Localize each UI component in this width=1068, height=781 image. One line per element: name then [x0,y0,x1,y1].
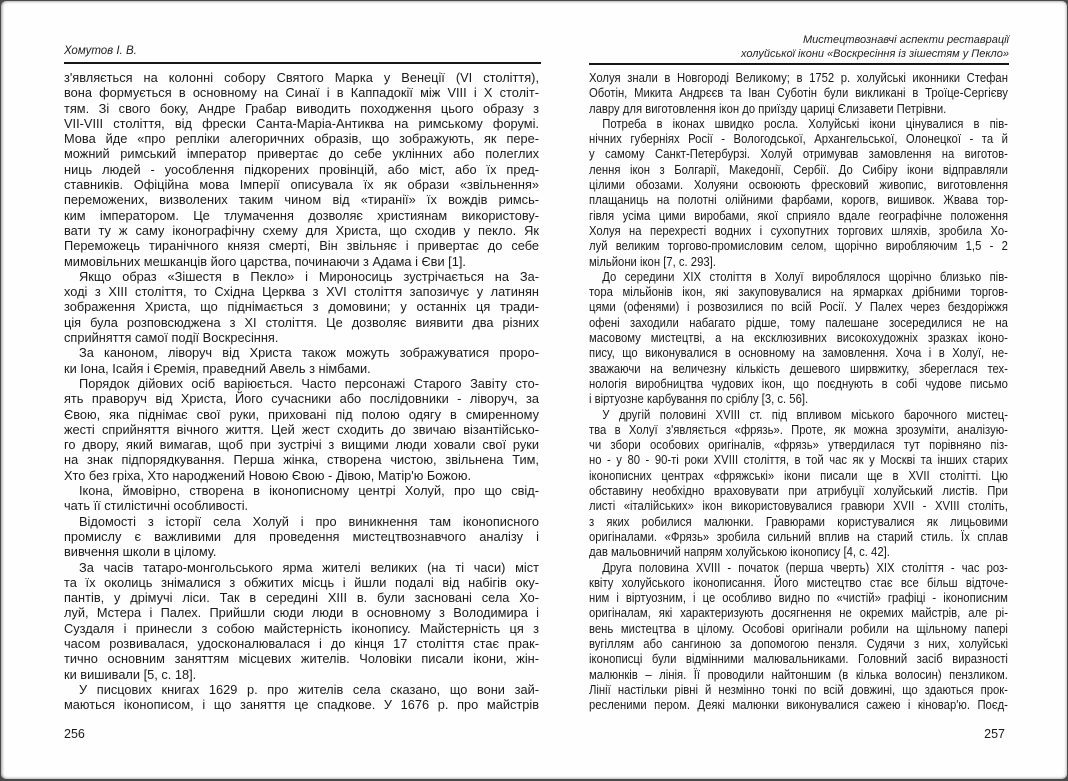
right-running-header-title [589,34,1009,61]
text-line: За часів татаро-монгольського ярма жителі великих (на ті часи) міст [79,559,539,575]
text-line: Лінії настільки рівні й незмінно тонкі по всій довжині, що здаються прок- [589,681,1008,697]
text-line: тично основним заняттям місцевих жителів. Чоловіки писали ікони, жін- [64,651,539,667]
text-line: з яких робилися малюнки. Гравюрами користувалися як лицьовими [589,513,1008,529]
text-line: но - у 80 - 90-ті роки XVIII століття, в той час як у Москві та інших старих [589,452,1008,468]
paragraph [64,483,539,514]
text-line: вень мистецтва в цілому. Особові оригінали робили на щільному папері [589,620,1008,636]
text-line: сприйняття самої події Воскресіння. [64,330,279,346]
text-line: у самому Санкт-Петербурзі. Холуй отримував замовлення на виготов- [589,146,1008,162]
paragraph [64,376,539,483]
text-line: Переможець тиранічного князя смерті, Він звільняє і привертає до себе [64,238,539,254]
text-line: ресленими пером. Деякі малюнки виконувалися сажею і кіновар'ю. Поєд- [589,697,1008,713]
text-line: лення ікон з Болгарії, Македонії, Сербії. До Сибіру ікони відправляли [589,161,1008,177]
text-line: листі «італійських» ікон використовувалися гравюри XVII - XVIII століть, [589,498,1008,514]
text-line: ним і віртуозним, і це особливо видно по «чистій» графіці - іконописним [589,590,1008,606]
text-line: Холуя на перехресті водних і сухопутних торгових шляхів, зробила Хо- [589,222,1008,238]
text-line: Суздаля і принесли з собою майстерність іконопису. Майстерність ця з [64,620,539,636]
right-page-number: 257 [984,727,1005,741]
text-line: вона формується в основному на Синаї і в Каппадокії між VIII і X століт- [64,85,539,101]
text-line: луй великим торгово-промисловим селом, щорічно виробляючим 1,5 - 2 [589,238,1008,254]
page-spread-background [1,1,1067,779]
paragraph [589,407,1008,560]
right-running-header-line2: холуйської ікони «Воскресіння із зішестям у Пекло» [741,47,1009,60]
paragraph [589,560,1008,713]
text-line: малюнків – лінія. Її проводили найтоншим (в кілька волосин) пензликом. [589,666,1008,682]
text-line: зважаючи на величезну кількість дешевого ширвжитку, збереглася тех- [589,360,1008,376]
paragraph [64,682,539,713]
text-line: гівля усіма цими виробами, якої сприяло вдале географічне положення [589,207,1008,223]
text-line: ким імператором. Це тлумачення дозволяє християнам використову- [64,207,539,223]
text-line: VII-VIII століття, від фрески Санта-Маріа-Антиква на римському форумі. [64,115,539,131]
text-line: Холуя знали в Новгороді Великому; в 1752 р. холуйські иконники Стефан [589,70,1008,85]
text-line: Хто без гріха, Хто народжений Новою Євою - Дівою, Матір'ю Божою. [64,467,472,483]
text-line: мимовільних мешканців його царства, починаючи з Адама і Єви [1]. [64,253,466,269]
text-line: ставників. Офіційна мова Імперії описувала їх як образи «звільнення» [64,177,539,193]
right-running-header-line1: Мистецтвознавчі аспекти реставрації [803,34,1009,46]
text-line: жесті сприйняття вічного життя. Цей жест сходить до звичаю візантійсько- [64,421,539,437]
text-line: з'являється на колонні собору Святого Марка у Венеції (VI століття), [64,70,539,85]
text-line: зображення Христа, що піднімається з домовини; у останніх ця тради- [64,299,539,315]
text-line: квіту холуйського іконописання. Його мистецтво стає все більш відточе- [589,574,1008,590]
paragraph [64,269,539,345]
text-line: До середини XIX століття в Холуї вироблялося щорічно близько пів- [602,268,1008,284]
text-line: часом розвивалася, удосконалювалася і до кінця 17 століття стає прак- [64,635,539,651]
text-line: іконописних центрах «фряжські» ікони писали ще в XVII столітті. Цю [589,467,1008,483]
text-line: і віртуозне карбування по сріблу [3, с. 56]. [589,391,809,407]
text-line: У писцових книгах 1629 р. про жителів села сказано, що вони зай- [79,681,539,697]
text-line: Ікона, ймовірно, створена в іконописному центрі Холуй, про що свід- [79,483,539,499]
left-running-header-author: Хомутов І. В. [64,45,137,57]
left-header-rule [64,62,541,64]
text-line: Друга половина XVIII - початок (перша чверть) XIX століття - час роз- [602,559,1008,575]
text-line: Мова йде «про репліки алегоричних образів, що зображують, як пере- [64,131,539,147]
text-line: пантів, у дрімучі ліси. Так в середині XIII в. були засновані села Хо- [64,590,539,606]
text-line: пису, що виконувалися в основному на замовлення. Хоча і в Холуї, не- [589,345,1008,361]
text-line: масовому мистецтві, а на ексклюзивних високохудожніх зразках іконо- [589,330,1008,346]
text-line: Якщо образ «Зішестя в Пекло» і Мироносиць зустрічається на За- [79,268,539,284]
paragraph [64,514,539,560]
text-line: ході з XIII століття, то Східна Церква з XVI століття запозичує у латинян [64,284,539,300]
text-line: оригіналам, які характеризують досягнення не окремих майстрів, але рі- [589,605,1008,621]
paragraph [589,70,1008,116]
text-line: переможених, визволених таким чином від «тиранії» їх вождів римсь- [64,192,539,208]
text-line: вивчення школи в цілому. [64,544,217,560]
text-line: тва в Холуї з'являється «фрязь». Проте, як можна зрозуміти, аналізую- [589,421,1008,437]
text-line: дав мальовничий напрям холуйською іконопису [4, с. 42]. [589,544,890,560]
text-line: нологія виробництва чудових ікон, що поєднують в собі чудове письмо [589,375,1008,391]
text-line: ниць людей - уособлення підкорених провінцій, або міст, або їх пред- [64,161,539,177]
paragraph [589,269,1008,407]
text-line: Потреба в іконах швидко росла. Холуйські ікони цінувалися в пів- [602,115,1008,131]
paragraph [64,560,539,682]
text-line: та їх околиць знімалися з обжитих місць і йшли подалі від набігів оку- [64,574,539,590]
text-line: цями (офенями) і розвозилися по всій Росії. У Палех через бездоріжжя [589,299,1008,315]
paragraph [589,116,1008,269]
text-line: тям. Зі свого боку, Андре Грабар виводить походження цього образу з [64,100,539,116]
text-line: Євою, яка піднімає свої руки, приховані під полою одягу в смиренному [64,406,539,422]
text-line: лавру для виготовлення ікон до приїзду цариці Єлизавети Петрівни. [589,100,947,116]
text-line: плащаниць на полотні олійними фарбами, корогв, вишивок. Жвава тор- [589,192,1008,208]
text-line: чать її стилістичні особливості. [64,498,249,514]
text-line: тора мільйонів ікон, які закуповувалися на ярмарках дрібними торгов- [589,284,1008,300]
text-line: чи збори особових оригіналів, «фрязь» утвердилася тут порівняно піз- [589,437,1008,453]
text-line: нічних губерніях Росії - Вологодської, Архангельської, Олонецкої - та й [589,131,1008,147]
text-line: го двору, який вимагав, щоб при зустрічі з вищими люди ховали свої руки [64,437,539,453]
paragraph [64,345,539,376]
text-line: можний римський імператор привертає до себе уклінних або полеглих [64,146,539,162]
text-line: ки Іона, Ісайя і Єремія, праведний Авель з німбами. [64,360,371,376]
text-line: луй, Мстера і Палех. Прийшли сюди люди в основному з Володимира і [64,605,539,621]
text-line: на знак підпорядкування. Перша жінка, створена чистою, звільнена Тим, [64,452,539,468]
text-line: мільйони ікон [7, с. 293]. [589,253,716,269]
text-line: вугіллям або сангиною за допомогою пензля. Судячи з них, холуйські [589,635,1008,651]
paragraph [64,70,539,269]
text-line: офені заходили набагато рідше, тому палешане зосередилися не на [589,314,1008,330]
right-header-rule [589,63,1009,65]
text-line: Відомості з історії села Холуй і про виникнення там іконописного [79,513,539,529]
text-line: ки вишивали [5, с. 18]. [64,666,197,682]
text-line: Оботін, Микита Андрєєв та Іван Суботін були викликані в Троїце-Сергієву [589,85,1008,101]
left-page-number: 256 [64,727,85,741]
text-line: У другій половині XVIII ст. під впливом міського барочного мистец- [602,406,1008,422]
text-line: ять праворуч від Христа, Його сучасники або послідовники - ліворуч, за [64,391,539,407]
right-page-body [589,70,1008,712]
text-line: обставину необхідно враховувати при атрибуції холуйський листів. При [589,483,1008,499]
text-line: ція була розповсюджена з XI століття. Це дозволяє виявити два різних [64,314,539,330]
text-line: цілими обозами. Холуяни освоюють фресковий живопис, виготовлення [589,177,1008,193]
text-line: вати ту ж саму іконографічну схему для Христа, що сходив у пекло. Як [64,222,539,238]
text-line: іконописці були відмінними малювальниками. Головний засіб виразності [589,651,1008,667]
text-line: За каноном, ліворуч від Христа також можуть зображуватися проро- [79,345,539,361]
text-line: оригіналами. «Фрязь» зробила сильний вплив на старий стиль. Їх сплав [589,528,1008,544]
left-page-body [64,70,539,712]
text-line: маються іконописом, і що заняття це спадкове. У 1676 р. про майстрів [64,697,539,713]
text-line: промислу є важливими для проведення мистецтвознавчого аналізу і [64,528,539,544]
text-line: Порядок дійових осіб варіюється. Часто персонажі Старого Завіту сто- [79,375,539,391]
